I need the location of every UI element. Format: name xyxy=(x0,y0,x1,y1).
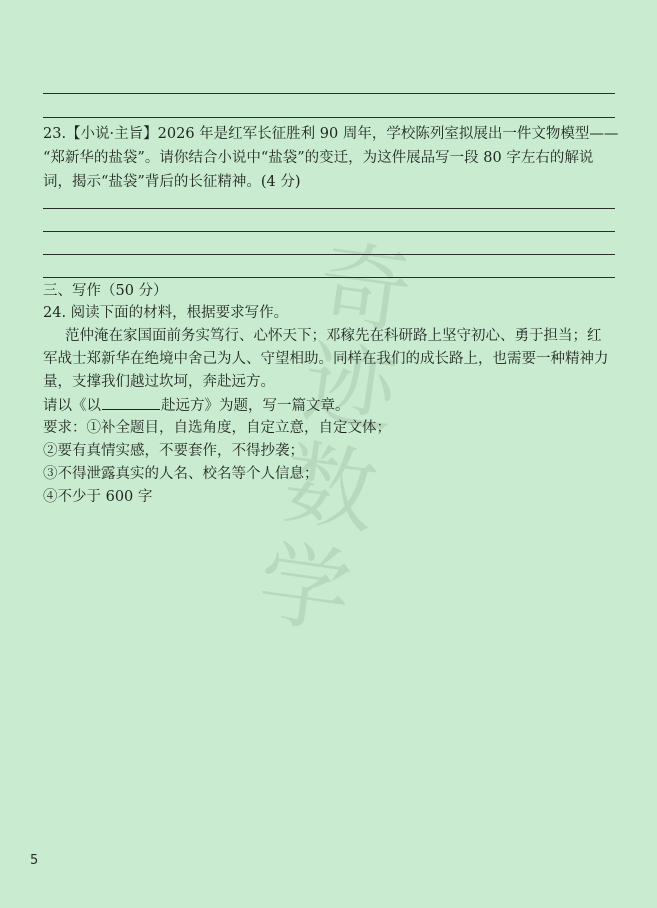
answer-line xyxy=(43,117,615,118)
prompt-prefix: 请以《以 xyxy=(43,398,101,414)
material-line3: 量，支撑我们越过坎坷，奔赴远方。 xyxy=(43,374,275,390)
requirement-3: ③不得泄露真实的人名、校名等个人信息； xyxy=(43,466,319,482)
answer-line xyxy=(43,231,615,232)
prompt-suffix: 赴远方》为题，写一篇文章。 xyxy=(161,398,350,414)
watermark-char: 奇 xyxy=(311,229,418,348)
section-title: 三、写作（50 分） xyxy=(43,283,168,299)
answer-line xyxy=(43,254,615,255)
page-number: 5 xyxy=(30,853,39,868)
title-blank xyxy=(102,395,160,410)
answer-line xyxy=(43,93,615,94)
q24-title: 24. 阅读下面的材料，根据要求写作。 xyxy=(43,305,289,321)
requirement-2: ②要有真情实感，不要套作，不得抄袭； xyxy=(43,443,304,459)
watermark-char: 迹 xyxy=(296,329,403,448)
material-line1: 范仲淹在家国面前务实笃行、心怀天下；邓稼先在科研路上坚守初心、勇于担当；红 xyxy=(65,328,602,344)
q23-line2: “郑新华的盐袋”。请你结合小说中“盐袋”的变迁，为这件展品写一段 80 字左右的解说 xyxy=(43,150,594,166)
essay-prompt xyxy=(43,395,350,417)
watermark-char: 数 xyxy=(276,429,383,548)
requirement-4: ④不少于 600 字 xyxy=(43,489,153,505)
material-line2: 军战士郑新华在绝境中舍己为人、守望相助。同样在我们的成长路上，也需要一种精神力 xyxy=(43,351,609,367)
watermark-char: 学 xyxy=(251,529,358,648)
answer-line xyxy=(43,277,615,278)
answer-line xyxy=(43,208,615,209)
q23-line3: 词，揭示“盐袋”背后的长征精神。(4 分) xyxy=(43,174,301,190)
q23-line1: 23.【小说·主旨】2026 年是红军长征胜利 90 周年，学校陈列室拟展出一件文物模型—— xyxy=(43,126,619,142)
requirement-1: 要求：①补全题目，自选角度，自定立意，自定文体； xyxy=(43,420,391,436)
